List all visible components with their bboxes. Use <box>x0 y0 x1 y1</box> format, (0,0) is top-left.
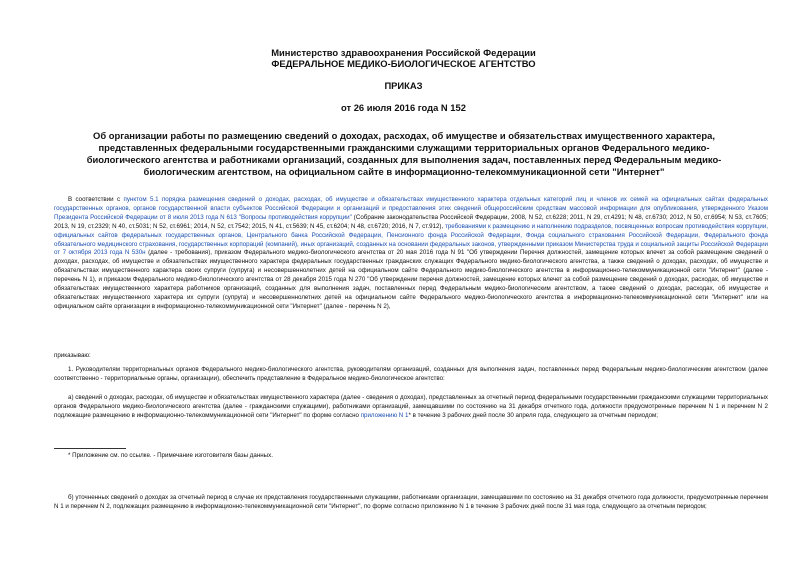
preamble-paragraph <box>54 196 768 348</box>
item-a-text-2: * в течение 3 рабочих дней после 30 апреля года, следующего за отчетным периодом; <box>408 411 659 419</box>
order-word: приказываю: <box>54 352 91 359</box>
preamble-link-requirements[interactable]: требованиями к размещению и наполнению подразделов, посвященных вопросам противодействия коррупции, официальных сайтов федеральных государственных органов, Центрального банка Российской Федерации, Пенсионного фонда Российской Федерации, Фонда социального страхования Российской Федерации, Федерального фонда обязательного медицинского страхования, государственных корпораций (компаний), иных организаций, созданных на основании федеральных законов, утвержденными приказом Министерства труда и социальной защиты Российской Федерации от 7 октября 2013 года N 530н <box>54 222 768 257</box>
preamble-text-1: В соответствии с <box>68 196 124 203</box>
item-b-paragraph: б) уточненных сведений о доходах за отчетный период в случае их представления государственными служащими, работниками организации, замещавшими по состоянию на 31 декабря отчетного года должности, предусмотренные перечнем N 1 и перечнем N 2, подлежащих размещению в информационно-телекоммуникационной сети "Интернет", по форме согласно приложению N 1 в течение 3 рабочих дней после 31 мая года, следующего за отчетным периодом; <box>54 494 768 510</box>
document-header <box>0 47 807 69</box>
preamble-link-procedure[interactable]: пунктом 5.1 порядка размещения сведений о доходах, расходах, об имуществе и обязательствах имущественного характера отдельных категорий лиц и членов их семей на официальных сайтах федеральных государственных органов, органов государственной власти субъектов Российской Федерации и организаций и предоставления этих сведений общероссийским средствам массовой информации для опубликования, утвержденного Указом Президента Российской Федерации от 8 июля 2013 года N 613 "Вопросы противодействия коррупции" <box>54 196 768 221</box>
preamble-text-2: (Собрание законодательства Российской Федерации, 2008, N 52, ст.6228; 2011, N 29, ст.4291; N 48, ст.6730; 2012, N 50, ст.6954; N 53, ст.7605; 2013, N 19, ст.2329; N 40, ст.5031; N 52, ст.6961; 2014, N 52, ст.7542; 2015, N 41, ст.5639; N 45, ст.6204; N 48, ст.6720; 2016, N 7, ст.912), <box>54 213 768 230</box>
footnote-separator <box>54 448 126 449</box>
document-title: Об организации работы по размещению сведений о доходах, расходах, об имуществе и обязательствах имущественного характера, представленных федеральными государственными гражданскими служащими территориальных органов Федерального медико-биологического агентства и работниками организаций, созданных для выполнения задач, поставленных перед Федеральным медико-биологическим агентством, на официальном сайте в информационно-телекоммуникационной сети "Интернет" <box>86 130 722 177</box>
document-date-number: от 26 июля 2016 года N 152 <box>341 102 466 113</box>
item-a-text-1: а) сведений о доходах, расходах, об имуществе и обязательствах имущественного характера (далее - сведения о доходах), представленных за отчетный период федеральными государственными гражданскими служащими территориальных органов Федерального медико-биологического агентства (далее - гражданскими служащими), работниками организаций, замещавшими по состоянию на 31 декабря отчетного года, должности предусмотренные перечнем N 1 и перечнем N 2 подлежащие размещению в информационно-телекоммуникационной сети "Интернет" по форме согласно <box>54 394 768 419</box>
item-1-paragraph: 1. Руководителям территориальных органов Федерального медико-биологического агентства, руководителям организаций, созданных для выполнения задач, поставленных перед Федеральным медико-биологическим агентством (далее соответственно - территориальные органы, организации), обеспечить представление в Федеральное медико-биологическое агентство: <box>54 366 768 382</box>
item-a-paragraph <box>54 394 768 421</box>
ministry-name: Министерство здравоохранения Российской Федерации <box>271 47 536 58</box>
appendix-1-link[interactable]: приложению N 1 <box>360 411 409 419</box>
footnote: * Приложение см. по ссылке. - Примечание изготовителя базы данных. <box>68 452 273 459</box>
agency-name: ФЕДЕРАЛЬНОЕ МЕДИКО-БИОЛОГИЧЕСКОЕ АГЕНТСТВО <box>271 58 536 69</box>
preamble-text-3: (далее - требования), приказом Федерального медико-биологического агентства от 20 мая 2016 года N 91 "Об утверждении Перечня должностей, замещение которых влечет за собой размещение сведений о доходах, расходах, об имуществе и обязательствах имущественного характера федеральных государственных гражданских служащих Федерального медико-биологического агентства, а также сведений о доходах, расходах, об имуществе и обязательствах имущественного характера своих супруги (супруга) и несовершеннолетних детей на официальном сайте Федерального медико-биологического агентства в информационно-телекоммуникационной сети "Интернет" (далее - перечень N 1), и приказом Федерального медико-биологического агентства от 28 декабря 2015 года N 270 "Об утверждении перечня должностей, замещение которых влечет за собой размещение сведений о доходах, расходах, об имуществе и обязательствах имущественного характера работников организаций, созданных для выполнения задач, поставленных перед Федеральным медико-биологическим агентством, а также сведений о доходах, расходах, об имуществе и обязательствах имущественного характера их супруги (супруга) и несовершеннолетних детей на официальном сайте Федерального медико-биологического агентства в информационно-телекоммуникационной сети "Интернет" или на официальном сайте организации в информационно-телекоммуникационной сети "Интернет" (далее - перечень N 2), <box>54 249 769 310</box>
document-type: ПРИКАЗ <box>384 80 423 91</box>
